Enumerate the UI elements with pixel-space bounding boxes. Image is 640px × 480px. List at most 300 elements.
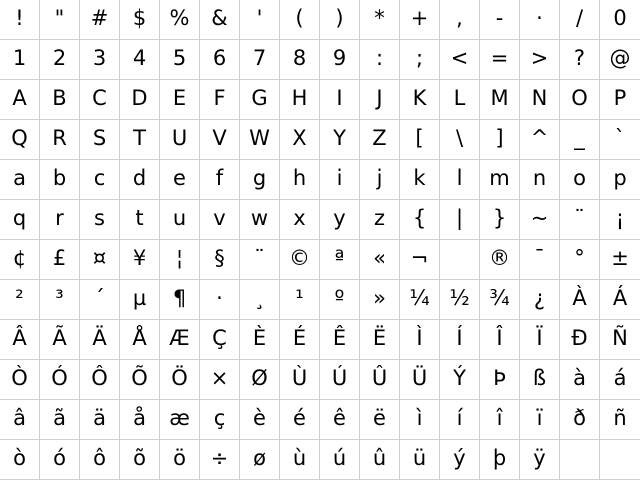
glyph-character: S: [92, 126, 107, 150]
glyph-character: 7: [252, 46, 267, 70]
glyph-cell[interactable]: [400, 160, 440, 200]
glyph-cell[interactable]: [320, 440, 360, 480]
glyph-cell[interactable]: [600, 40, 640, 80]
glyph-cell[interactable]: [240, 160, 280, 200]
glyph-cell[interactable]: [120, 200, 160, 240]
glyph-cell[interactable]: [240, 200, 280, 240]
glyph-cell[interactable]: [160, 280, 200, 320]
glyph-cell[interactable]: [360, 200, 400, 240]
glyph-cell[interactable]: [600, 360, 640, 400]
glyph-character: å: [133, 406, 146, 430]
glyph-cell[interactable]: [600, 0, 640, 40]
glyph-character: ?: [573, 46, 586, 70]
glyph-cell[interactable]: [80, 240, 120, 280]
glyph-character: Û: [371, 366, 388, 390]
glyph-cell[interactable]: [400, 360, 440, 400]
glyph-character: ð: [573, 406, 586, 430]
glyph-cell[interactable]: [600, 320, 640, 360]
glyph-character: ý: [453, 446, 466, 470]
glyph-character: }: [492, 206, 507, 230]
glyph-character: 8: [292, 46, 307, 70]
glyph-character: ": [54, 6, 65, 30]
glyph-character: Ô: [91, 366, 108, 390]
glyph-cell[interactable]: [80, 200, 120, 240]
glyph-character: b: [52, 166, 67, 190]
glyph-cell[interactable]: [120, 320, 160, 360]
glyph-cell[interactable]: [200, 280, 240, 320]
glyph-character: #: [90, 6, 109, 30]
glyph-character: <: [450, 46, 469, 70]
glyph-cell[interactable]: [560, 120, 600, 160]
glyph-cell[interactable]: [440, 200, 480, 240]
glyph-cell[interactable]: [320, 400, 360, 440]
glyph-cell[interactable]: [280, 0, 320, 40]
glyph-cell[interactable]: [360, 320, 400, 360]
glyph-cell[interactable]: [480, 160, 520, 200]
glyph-cell[interactable]: [440, 160, 480, 200]
glyph-cell[interactable]: [600, 240, 640, 280]
glyph-cell[interactable]: [560, 280, 600, 320]
glyph-cell[interactable]: [240, 0, 280, 40]
glyph-cell[interactable]: [80, 400, 120, 440]
glyph-character: 1: [12, 46, 27, 70]
glyph-cell[interactable]: [240, 400, 280, 440]
glyph-cell[interactable]: [240, 120, 280, 160]
glyph-cell[interactable]: [560, 240, 600, 280]
glyph-cell[interactable]: [200, 160, 240, 200]
glyph-cell[interactable]: [240, 320, 280, 360]
glyph-cell[interactable]: [520, 0, 560, 40]
glyph-cell[interactable]: [200, 80, 240, 120]
glyph-character: Õ: [131, 366, 148, 390]
glyph-cell[interactable]: [120, 360, 160, 400]
glyph-cell[interactable]: [200, 120, 240, 160]
glyph-cell[interactable]: [0, 0, 40, 40]
glyph-cell[interactable]: [600, 440, 640, 480]
glyph-character: °: [574, 246, 585, 270]
glyph-cell[interactable]: [360, 160, 400, 200]
glyph-character: ¨: [254, 246, 265, 270]
glyph-character: ´: [94, 286, 105, 310]
glyph-character: K: [412, 86, 427, 110]
glyph-cell[interactable]: [520, 200, 560, 240]
glyph-character: 3: [92, 46, 107, 70]
glyph-cell[interactable]: [480, 240, 520, 280]
glyph-cell[interactable]: [320, 120, 360, 160]
glyph-cell[interactable]: [0, 360, 40, 400]
glyph-character: [456, 248, 464, 269]
glyph-cell[interactable]: [80, 120, 120, 160]
glyph-cell[interactable]: [360, 40, 400, 80]
glyph-cell[interactable]: [280, 280, 320, 320]
glyph-cell[interactable]: [400, 120, 440, 160]
glyph-character: Ú: [331, 366, 348, 390]
glyph-character: Ä: [92, 326, 107, 350]
glyph-cell[interactable]: [120, 0, 160, 40]
glyph-cell[interactable]: [480, 320, 520, 360]
glyph-cell[interactable]: [200, 0, 240, 40]
glyph-cell[interactable]: [440, 440, 480, 480]
glyph-cell[interactable]: [240, 240, 280, 280]
glyph-character: ½: [449, 286, 470, 310]
glyph-character: /: [575, 6, 584, 30]
glyph-cell[interactable]: [0, 120, 40, 160]
glyph-cell[interactable]: [520, 160, 560, 200]
glyph-cell[interactable]: [560, 400, 600, 440]
glyph-character: ¿: [533, 286, 546, 310]
glyph-character: Ð: [571, 326, 588, 350]
glyph-cell[interactable]: [520, 320, 560, 360]
glyph-character: ³: [55, 286, 64, 310]
glyph-character: n: [532, 166, 547, 190]
glyph-cell[interactable]: [120, 240, 160, 280]
glyph-cell[interactable]: [0, 280, 40, 320]
glyph-cell[interactable]: [0, 400, 40, 440]
glyph-character: û: [372, 446, 387, 470]
glyph-character: &: [211, 6, 228, 30]
glyph-cell[interactable]: [280, 360, 320, 400]
glyph-character: ß: [532, 366, 547, 390]
glyph-cell[interactable]: [600, 400, 640, 440]
glyph-cell[interactable]: [520, 240, 560, 280]
glyph-character: ø: [253, 446, 266, 470]
glyph-character: ü: [412, 446, 427, 470]
glyph-cell[interactable]: [560, 440, 600, 480]
glyph-character: î: [496, 406, 503, 430]
glyph-cell[interactable]: [40, 360, 80, 400]
glyph-cell[interactable]: [200, 440, 240, 480]
glyph-character: M: [490, 86, 509, 110]
glyph-cell[interactable]: [400, 80, 440, 120]
glyph-character: ò: [13, 446, 26, 470]
glyph-cell[interactable]: [0, 80, 40, 120]
glyph-character: £: [52, 246, 67, 270]
glyph-character: ¯: [534, 246, 545, 270]
glyph-cell[interactable]: [360, 360, 400, 400]
glyph-cell[interactable]: [240, 360, 280, 400]
glyph-character: ~: [530, 206, 549, 230]
glyph-character: ): [335, 6, 344, 30]
glyph-cell[interactable]: [240, 280, 280, 320]
glyph-cell[interactable]: [480, 400, 520, 440]
glyph-cell[interactable]: [160, 0, 200, 40]
glyph-cell[interactable]: [80, 0, 120, 40]
glyph-cell[interactable]: [320, 160, 360, 200]
glyph-cell[interactable]: [120, 440, 160, 480]
glyph-cell[interactable]: [320, 240, 360, 280]
glyph-cell[interactable]: [120, 80, 160, 120]
glyph-cell[interactable]: [480, 440, 520, 480]
glyph-character: *: [374, 6, 385, 30]
glyph-character: ª: [334, 246, 345, 270]
glyph-cell[interactable]: [520, 360, 560, 400]
glyph-cell[interactable]: [160, 240, 200, 280]
glyph-cell[interactable]: [560, 80, 600, 120]
glyph-character: H: [291, 86, 308, 110]
glyph-cell[interactable]: [120, 400, 160, 440]
glyph-character: ·: [216, 286, 223, 310]
glyph-character: ²: [15, 286, 24, 310]
glyph-character: g: [252, 166, 267, 190]
glyph-cell[interactable]: [320, 320, 360, 360]
glyph-cell[interactable]: [200, 400, 240, 440]
glyph-character: þ: [492, 446, 507, 470]
glyph-character: %: [169, 6, 190, 30]
glyph-cell[interactable]: [520, 280, 560, 320]
glyph-cell[interactable]: [600, 280, 640, 320]
glyph-character: N: [531, 86, 548, 110]
glyph-cell[interactable]: [40, 280, 80, 320]
glyph-cell[interactable]: [80, 280, 120, 320]
glyph-character: Ù: [291, 366, 308, 390]
glyph-character: ¶: [172, 286, 187, 310]
glyph-cell[interactable]: [440, 40, 480, 80]
glyph-cell[interactable]: [440, 400, 480, 440]
glyph-cell[interactable]: [360, 80, 400, 120]
glyph-cell[interactable]: [0, 440, 40, 480]
glyph-character: m: [489, 166, 510, 190]
glyph-cell[interactable]: [40, 0, 80, 40]
glyph-character: h: [292, 166, 307, 190]
glyph-character: Y: [333, 126, 346, 150]
glyph-cell[interactable]: [80, 160, 120, 200]
glyph-cell[interactable]: [400, 400, 440, 440]
glyph-character: ë: [373, 406, 386, 430]
glyph-cell[interactable]: [400, 0, 440, 40]
glyph-cell[interactable]: [360, 240, 400, 280]
glyph-cell[interactable]: [600, 80, 640, 120]
glyph-cell[interactable]: [0, 40, 40, 80]
glyph-cell[interactable]: [280, 320, 320, 360]
glyph-character: á: [613, 366, 627, 390]
glyph-cell[interactable]: [600, 200, 640, 240]
glyph-character: ê: [333, 406, 346, 430]
glyph-cell[interactable]: [0, 320, 40, 360]
glyph-character: f: [215, 166, 224, 190]
glyph-character: «: [373, 246, 386, 270]
glyph-character: u: [172, 206, 187, 230]
glyph-cell[interactable]: [40, 400, 80, 440]
glyph-character: ¬: [410, 246, 429, 270]
glyph-character: Ï: [536, 326, 543, 350]
glyph-character: ÷: [210, 446, 229, 470]
glyph-character: ù: [292, 446, 307, 470]
glyph-character: Â: [12, 326, 27, 350]
glyph-cell[interactable]: [480, 120, 520, 160]
glyph-cell[interactable]: [400, 320, 440, 360]
glyph-character: ¾: [489, 286, 510, 310]
glyph-cell[interactable]: [80, 40, 120, 80]
glyph-character: º: [334, 286, 345, 310]
glyph-cell[interactable]: [320, 280, 360, 320]
glyph-character: o: [573, 166, 586, 190]
glyph-cell[interactable]: [520, 80, 560, 120]
glyph-character: È: [252, 326, 267, 350]
glyph-cell[interactable]: [160, 360, 200, 400]
glyph-cell[interactable]: [520, 440, 560, 480]
glyph-cell[interactable]: [280, 240, 320, 280]
glyph-character: D: [131, 86, 148, 110]
glyph-character: ¡: [615, 206, 625, 230]
glyph-cell[interactable]: [40, 440, 80, 480]
glyph-cell[interactable]: [520, 40, 560, 80]
glyph-character: ¸: [254, 286, 265, 310]
glyph-cell[interactable]: [80, 360, 120, 400]
glyph-cell[interactable]: [280, 440, 320, 480]
glyph-cell[interactable]: [40, 80, 80, 120]
glyph-cell[interactable]: [200, 320, 240, 360]
glyph-cell[interactable]: [200, 240, 240, 280]
glyph-character: -: [495, 6, 504, 30]
glyph-cell[interactable]: [240, 40, 280, 80]
glyph-cell[interactable]: [120, 280, 160, 320]
glyph-cell[interactable]: [320, 360, 360, 400]
glyph-cell[interactable]: [440, 120, 480, 160]
glyph-character: ·: [536, 6, 543, 30]
glyph-cell[interactable]: [40, 120, 80, 160]
glyph-cell[interactable]: [600, 120, 640, 160]
glyph-character: ì: [416, 406, 423, 430]
glyph-character: 5: [172, 46, 187, 70]
glyph-cell[interactable]: [160, 160, 200, 200]
glyph-cell[interactable]: [560, 200, 600, 240]
glyph-cell[interactable]: [160, 200, 200, 240]
glyph-cell[interactable]: [480, 360, 520, 400]
glyph-cell[interactable]: [240, 80, 280, 120]
glyph-cell[interactable]: [400, 440, 440, 480]
glyph-character: §: [214, 246, 225, 270]
glyph-cell[interactable]: [280, 400, 320, 440]
glyph-cell[interactable]: [280, 80, 320, 120]
glyph-cell[interactable]: [440, 360, 480, 400]
glyph-character: V: [212, 126, 227, 150]
glyph-cell[interactable]: [400, 280, 440, 320]
glyph-cell[interactable]: [320, 80, 360, 120]
glyph-character: É: [292, 326, 307, 350]
glyph-character: q: [12, 206, 27, 230]
glyph-cell[interactable]: [520, 120, 560, 160]
glyph-character: B: [52, 86, 67, 110]
glyph-cell[interactable]: [80, 320, 120, 360]
glyph-cell[interactable]: [40, 240, 80, 280]
glyph-cell[interactable]: [480, 280, 520, 320]
glyph-cell[interactable]: [160, 320, 200, 360]
glyph-cell[interactable]: [560, 0, 600, 40]
glyph-character: a: [13, 166, 26, 190]
glyph-cell[interactable]: [240, 440, 280, 480]
glyph-character: ¦: [175, 246, 184, 270]
glyph-character: Ö: [171, 366, 188, 390]
glyph-cell[interactable]: [0, 200, 40, 240]
glyph-character: I: [336, 86, 343, 110]
glyph-character: À: [572, 286, 587, 310]
glyph-cell[interactable]: [80, 440, 120, 480]
glyph-cell[interactable]: [480, 200, 520, 240]
glyph-cell[interactable]: [320, 200, 360, 240]
glyph-character: y: [333, 206, 346, 230]
glyph-cell[interactable]: [480, 40, 520, 80]
glyph-cell[interactable]: [560, 40, 600, 80]
glyph-character: E: [172, 86, 187, 110]
glyph-cell[interactable]: [120, 120, 160, 160]
glyph-cell[interactable]: [600, 160, 640, 200]
glyph-character: s: [94, 206, 105, 230]
glyph-cell[interactable]: [280, 40, 320, 80]
glyph-character: é: [293, 406, 306, 430]
glyph-character: õ: [133, 446, 146, 470]
glyph-character: Ç: [212, 326, 227, 350]
glyph-character: R: [52, 126, 67, 150]
glyph-cell[interactable]: [40, 160, 80, 200]
glyph-cell[interactable]: [360, 400, 400, 440]
glyph-cell[interactable]: [400, 240, 440, 280]
glyph-character: C: [92, 86, 107, 110]
glyph-character: 4: [132, 46, 147, 70]
glyph-character: æ: [169, 406, 190, 430]
glyph-cell[interactable]: [480, 80, 520, 120]
glyph-cell[interactable]: [160, 440, 200, 480]
glyph-cell[interactable]: [40, 200, 80, 240]
glyph-character: ×: [210, 366, 229, 390]
glyph-cell[interactable]: [160, 120, 200, 160]
glyph-cell[interactable]: [400, 40, 440, 80]
glyph-character: T: [133, 126, 146, 150]
glyph-cell[interactable]: [560, 360, 600, 400]
glyph-cell[interactable]: [0, 160, 40, 200]
glyph-character: Ý: [453, 366, 466, 390]
glyph-cell[interactable]: [360, 0, 400, 40]
glyph-cell[interactable]: [120, 40, 160, 80]
glyph-cell[interactable]: [360, 280, 400, 320]
glyph-cell[interactable]: [160, 400, 200, 440]
glyph-cell[interactable]: [0, 240, 40, 280]
glyph-character: Î: [496, 326, 503, 350]
glyph-character: G: [251, 86, 268, 110]
glyph-cell[interactable]: [360, 440, 400, 480]
glyph-character: è: [253, 406, 266, 430]
glyph-cell[interactable]: [320, 0, 360, 40]
glyph-cell[interactable]: [440, 280, 480, 320]
glyph-cell[interactable]: [200, 40, 240, 80]
glyph-cell[interactable]: [80, 80, 120, 120]
glyph-cell[interactable]: [160, 40, 200, 80]
glyph-cell[interactable]: [280, 120, 320, 160]
glyph-cell[interactable]: [40, 320, 80, 360]
glyph-cell[interactable]: [280, 160, 320, 200]
glyph-cell[interactable]: [480, 0, 520, 40]
glyph-cell[interactable]: [440, 320, 480, 360]
glyph-cell[interactable]: [120, 160, 160, 200]
glyph-character: Ü: [411, 366, 428, 390]
glyph-cell[interactable]: [40, 40, 80, 80]
glyph-cell[interactable]: [360, 120, 400, 160]
glyph-cell[interactable]: [560, 160, 600, 200]
glyph-character: ±: [611, 246, 629, 270]
glyph-cell[interactable]: [440, 80, 480, 120]
glyph-cell[interactable]: [440, 240, 480, 280]
glyph-cell[interactable]: [200, 200, 240, 240]
glyph-cell[interactable]: [280, 200, 320, 240]
glyph-character: Á: [612, 286, 628, 310]
glyph-cell[interactable]: [400, 200, 440, 240]
glyph-cell[interactable]: [560, 320, 600, 360]
glyph-cell[interactable]: [320, 40, 360, 80]
glyph-cell[interactable]: [160, 80, 200, 120]
glyph-cell[interactable]: [200, 360, 240, 400]
glyph-cell[interactable]: [520, 400, 560, 440]
glyph-character: Æ: [169, 326, 190, 350]
glyph-cell[interactable]: [440, 0, 480, 40]
